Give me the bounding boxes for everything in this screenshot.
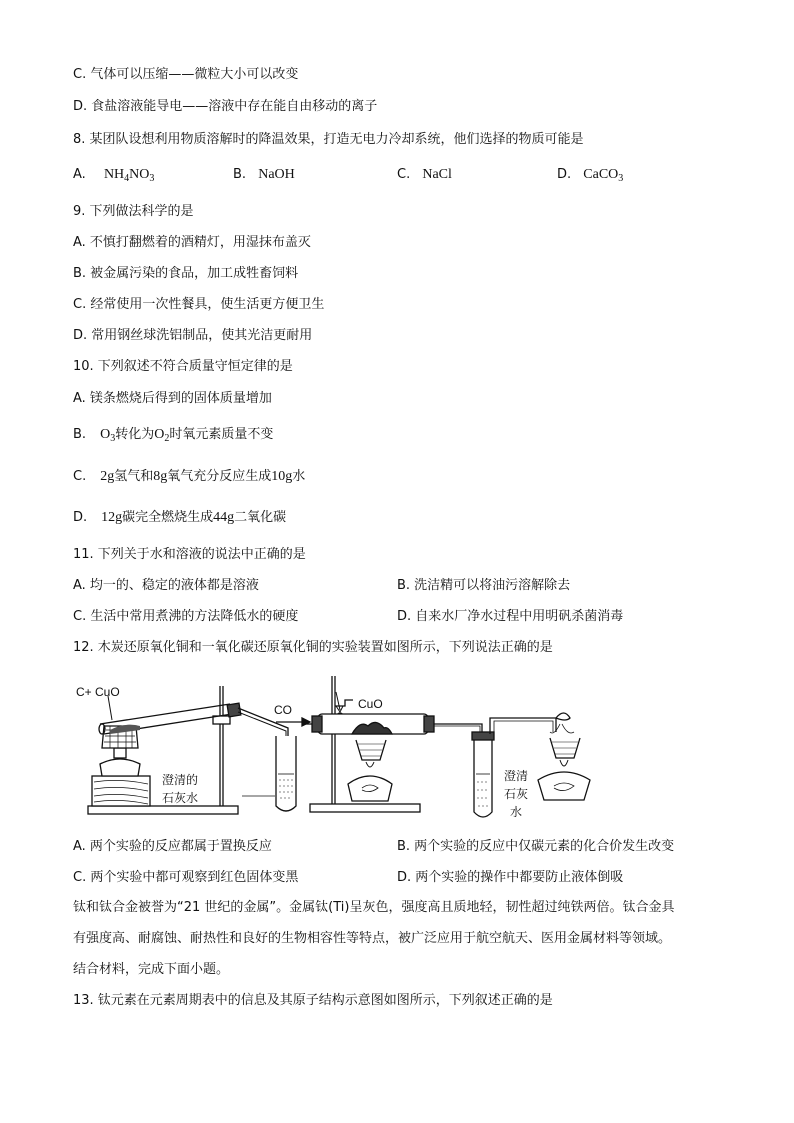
label-right-limewater-3: 水 xyxy=(510,805,523,819)
q9-option-d: D. 常用钢丝球洗铝制品，使其光洁更耐用 xyxy=(73,328,313,343)
q8-option-a-label: A. xyxy=(73,167,86,182)
q12-apparatus-figure xyxy=(70,676,710,836)
q8-stem: 8. 某团队设想利用物质溶解时的降温效果，打造无电力冷却系统，他们选择的物质可能是 xyxy=(73,132,584,147)
q12-option-c: C. 两个实验中都可观察到红色固体变黑 xyxy=(73,870,299,885)
q8-option-b xyxy=(233,166,295,184)
label-co: CO xyxy=(274,703,292,717)
q8-option-d-formula: CaCO$_3$ xyxy=(583,167,624,184)
q8-option-c-formula: NaCl xyxy=(422,167,452,182)
q10-stem: 10. 下列叙述不符合质量守恒定律的是 xyxy=(73,359,293,374)
q10-option-b: B. $O_3$转化为$O_2$时氧元素质量不变 xyxy=(73,427,274,444)
q8-option-d xyxy=(557,166,623,184)
q11-stem: 11. 下列关于水和溶液的说法中正确的是 xyxy=(73,547,306,562)
label-right-limewater-2: 石灰 xyxy=(504,787,529,801)
q10-option-c: C. 2g氢气和8g氧气充分反应生成10g水 xyxy=(73,469,306,484)
label-cuo: CuO xyxy=(358,697,383,711)
passage-line-1: 钛和钛合金被誉为“21 世纪的金属”。金属钛(Ti)呈灰色，强度高且质地轻，韧性超过纯铁两倍。钛合金具 xyxy=(73,900,675,915)
q12-option-d: D. 两个实验的操作中都要防止液体倒吸 xyxy=(397,870,624,885)
q9-stem: 9. 下列做法科学的是 xyxy=(73,204,194,219)
label-right-limewater-1: 澄清 xyxy=(504,769,529,783)
label-left-limewater-2: 石灰水 xyxy=(162,791,199,805)
q8-option-a xyxy=(73,166,154,184)
passage-line-2: 有强度高、耐腐蚀、耐热性和良好的生物相容性等特点，被广泛应用于航空航天、医用金属材料等领域。 xyxy=(73,931,672,946)
q10-option-a: A. 镁条燃烧后得到的固体质量增加 xyxy=(73,391,272,406)
q9-option-a: A. 不慎打翻燃着的酒精灯，用湿抹布盖灭 xyxy=(73,235,311,250)
q9-option-b: B. 被金属污染的食品，加工成牲畜饲料 xyxy=(73,266,299,281)
q12-stem: 12. 木炭还原氧化铜和一氧化碳还原氧化铜的实验装置如图所示，下列说法正确的是 xyxy=(73,640,553,655)
q8-option-b-label: B. xyxy=(233,167,247,182)
q7-option-c: C. 气体可以压缩——微粒大小可以改变 xyxy=(73,67,299,82)
q8-option-c-label: C. xyxy=(397,167,411,182)
q8-option-c xyxy=(397,166,452,184)
q10-option-d: D. 12g碳完全燃烧生成44g二氧化碳 xyxy=(73,510,287,525)
passage-line-3: 结合材料，完成下面小题。 xyxy=(73,962,230,977)
q11-option-d: D. 自来水厂净水过程中用明矾杀菌消毒 xyxy=(397,609,624,624)
q11-option-a: A. 均一的、稳定的液体都是溶液 xyxy=(73,578,259,593)
q12-option-b: B. 两个实验的反应中仅碳元素的化合价发生改变 xyxy=(397,839,675,854)
label-left-limewater-1: 澄清的 xyxy=(162,773,199,787)
q11-option-c: C. 生活中常用煮沸的方法降低水的硬度 xyxy=(73,609,299,624)
q11-option-b: B. 洗洁精可以将油污溶解除去 xyxy=(397,578,571,593)
q12-option-a: A. 两个实验的反应都属于置换反应 xyxy=(73,839,272,854)
q8-option-b-formula: NaOH xyxy=(258,167,295,182)
q8-option-d-label: D. xyxy=(557,167,572,182)
q8-option-a-formula: $NH_4NO_3$ xyxy=(103,167,155,184)
q9-option-c: C. 经常使用一次性餐具，使生活更方便卫生 xyxy=(73,297,325,312)
label-c-cuo: C+ CuO xyxy=(76,685,120,699)
q13-stem: 13. 钛元素在元素周期表中的信息及其原子结构示意图如图所示，下列叙述正确的是 xyxy=(73,993,553,1008)
q7-option-d: D. 食盐溶液能导电——溶液中存在能自由移动的离子 xyxy=(73,99,378,114)
